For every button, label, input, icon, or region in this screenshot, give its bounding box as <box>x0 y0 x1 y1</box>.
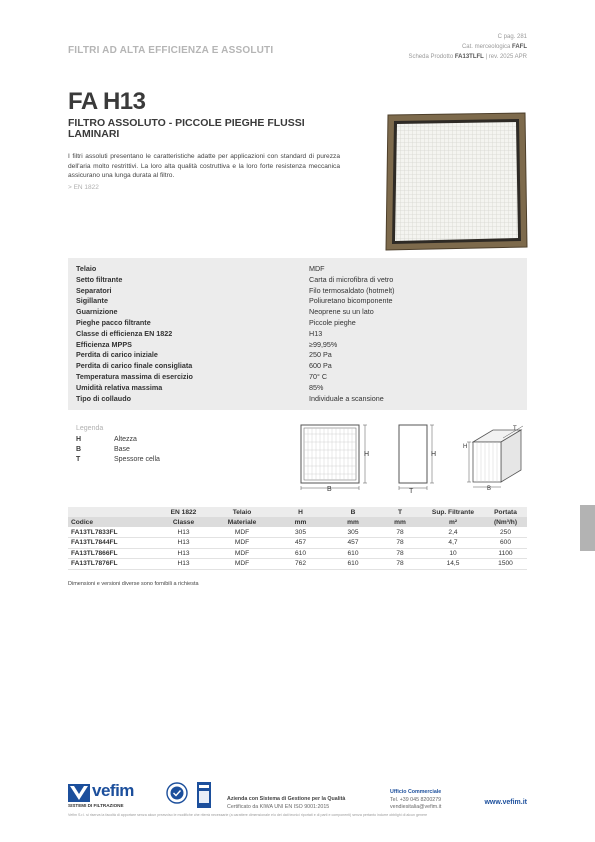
table-cell: 78 <box>378 548 422 559</box>
diagram-label-b: B <box>327 486 332 493</box>
table-row <box>68 538 527 549</box>
table-cell: 762 <box>273 559 328 570</box>
column-header: T <box>378 507 422 517</box>
column-header: Codice <box>68 517 156 527</box>
spec-value: 600 Pa <box>309 361 332 371</box>
diagram-label-h: H <box>364 451 370 458</box>
table-cell: H13 <box>156 538 211 549</box>
table-cell: MDF <box>211 559 273 570</box>
table-cell: 1100 <box>484 548 527 559</box>
spec-value: Piccole pieghe <box>309 318 356 327</box>
spec-row <box>76 383 517 394</box>
legend-title: Legenda <box>76 425 104 432</box>
column-header: EN 1822 <box>156 507 211 517</box>
spec-row <box>76 318 517 329</box>
table-cell: 305 <box>328 527 378 538</box>
table-cell: 610 <box>328 548 378 559</box>
table-cell: H13 <box>156 559 211 570</box>
table-cell: 10 <box>422 548 484 559</box>
sales-office: Ufficio Commerciale Tel. +39 045 8200279 vendiesitalia@vefim.it <box>390 789 442 810</box>
spec-label: Sigillante <box>76 296 108 306</box>
catalog-line: Cat. merceologica FAFL <box>461 44 527 50</box>
table-row <box>68 527 527 538</box>
spec-row <box>76 340 517 351</box>
diagram-label-h: H <box>463 444 468 450</box>
column-header: mm <box>378 517 422 527</box>
product-description: I filtri assoluti presentano le caratteristiche adatte per applicazioni con standard di purezza dell'aria molto restrittivi. La loro alta qualità costruttiva e la loro forte resistenza meccanica assicurano una lunga durata al filtro. <box>68 153 340 179</box>
document-category: FILTRI AD ALTA EFFICIENZA E ASSOLUTI <box>68 45 274 56</box>
column-header: Portata <box>484 507 527 517</box>
spec-value: 85% <box>309 382 324 392</box>
certification-seal-icon <box>166 782 188 806</box>
spec-label: Temperatura massima di esercizio <box>76 372 193 381</box>
table-cell: 2,4 <box>422 527 484 538</box>
vefim-logo <box>68 781 160 810</box>
spec-row <box>76 286 517 297</box>
sheet-line: Scheda Prodotto FA13TLFL | rev. 2025 APR <box>408 54 527 60</box>
norm-reference: > EN 1822 <box>68 184 99 191</box>
table-cell: 610 <box>273 548 328 559</box>
spec-row <box>76 361 517 372</box>
table-cell: MDF <box>211 527 273 538</box>
spec-value: ≥99,95% <box>309 339 338 349</box>
column-header: Classe <box>156 517 211 527</box>
legal-disclaimer: Vefim S.r.l. si riserva la facoltà di apportare senza alcun preavviso le modifiche che riterrà necessarie (a carattere dimensionale e/o dei dati tecnici riportati e di parti e componenti) senza pertanto indurre obblighi di alcun genere <box>68 813 428 817</box>
product-subtitle: FILTRO ASSOLUTO - PICCOLE PIEGHE FLUSSI LAMINARI <box>68 117 305 140</box>
table-cell: 14,5 <box>422 559 484 570</box>
spec-value: Filo termosaldato (hotmelt) <box>309 285 395 295</box>
spec-row <box>76 329 517 340</box>
column-header <box>68 507 156 517</box>
table-cell: FA13TL7866FL <box>68 548 156 559</box>
table-cell: MDF <box>211 538 273 549</box>
spec-label: Pieghe pacco filtrante <box>76 318 151 327</box>
diagram-label-t: T <box>409 488 414 495</box>
table-cell: 600 <box>484 538 527 549</box>
table-cell: 457 <box>273 538 328 549</box>
table-cell: 4,7 <box>422 538 484 549</box>
website-link[interactable]: www.vefim.it <box>484 799 527 806</box>
spec-value: Carta di microfibra di vetro <box>309 274 394 284</box>
side-view-diagram <box>398 424 432 492</box>
footnote: Dimensioni e versioni diverse sono fornibili a richiesta <box>68 581 199 587</box>
product-title: FA H13 <box>68 88 146 115</box>
table-cell: 610 <box>328 559 378 570</box>
table-header-row <box>68 517 527 527</box>
column-header: B <box>328 507 378 517</box>
column-header: (Nm³/h) <box>484 517 527 527</box>
header-meta <box>408 32 527 62</box>
column-header: mm <box>328 517 378 527</box>
spec-value: Poliuretano bicomponente <box>309 296 393 306</box>
diagram-label-h: H <box>431 451 437 458</box>
table-cell: H13 <box>156 548 211 559</box>
table-cell: 305 <box>273 527 328 538</box>
page-reference: C pag. 281 <box>497 34 527 40</box>
spec-row <box>76 350 517 361</box>
table-cell: 78 <box>378 559 422 570</box>
spec-row <box>76 307 517 318</box>
spec-label: Tipo di collaudo <box>76 393 131 403</box>
column-header: Sup. Filtrante <box>422 507 484 517</box>
specs-table <box>68 258 527 410</box>
table-cell: 457 <box>328 538 378 549</box>
table-cell: 78 <box>378 538 422 549</box>
spec-label: Classe di efficienza EN 1822 <box>76 328 173 338</box>
column-header: H <box>273 507 328 517</box>
table-cell: H13 <box>156 527 211 538</box>
vefim-mark-icon <box>68 784 90 802</box>
spec-value: Neoprene su un lato <box>309 307 374 317</box>
spec-label: Separatori <box>76 285 112 295</box>
spec-row <box>76 275 517 286</box>
brand-tagline: SISTEMI DI FILTRAZIONE <box>68 803 124 808</box>
product-photo <box>380 110 531 253</box>
spec-value: 250 Pa <box>309 350 332 360</box>
spec-row <box>76 372 517 383</box>
column-header: Telaio <box>211 507 273 517</box>
spec-value: 70° C <box>309 372 328 381</box>
table-cell: 78 <box>378 527 422 538</box>
column-header: Materiale <box>211 517 273 527</box>
diagram-label-t: T <box>513 426 517 432</box>
product-table <box>68 507 527 570</box>
table-cell: MDF <box>211 548 273 559</box>
section-side-tab <box>580 505 595 551</box>
spec-label: Umidità relativa massima <box>76 382 163 392</box>
spec-value: Individuale a scansione <box>309 393 384 403</box>
diagram-label-b: B <box>487 486 492 492</box>
spec-row <box>76 296 517 307</box>
table-cell: 1500 <box>484 559 527 570</box>
spec-label: Setto filtrante <box>76 274 123 284</box>
table-header-row <box>68 507 527 517</box>
column-header: m² <box>422 517 484 527</box>
spec-label: Perdita di carico iniziale <box>76 350 158 360</box>
spec-row <box>76 394 517 405</box>
spec-value: H13 <box>309 328 323 338</box>
spec-row <box>76 264 517 275</box>
kiwa-badge-icon <box>197 782 211 808</box>
brand-name: vefim <box>92 781 134 800</box>
spec-label: Perdita di carico finale consigliata <box>76 361 193 371</box>
column-header: mm <box>273 517 328 527</box>
table-row <box>68 559 527 570</box>
table-cell: 250 <box>484 527 527 538</box>
spec-label: Telaio <box>76 264 97 273</box>
table-row <box>68 548 527 559</box>
table-cell: FA13TL7876FL <box>68 559 156 570</box>
spec-label: Efficienza MPPS <box>76 339 132 349</box>
spec-label: Guarnizione <box>76 307 118 317</box>
table-cell: FA13TL7844FL <box>68 538 156 549</box>
front-view-diagram <box>300 424 362 492</box>
spec-value: MDF <box>309 264 325 273</box>
quality-statement: Azienda con Sistema di Gestione per la Qualità Certificato da KIWA UNI EN ISO 9001:2015 <box>227 796 346 810</box>
table-cell: FA13TL7833FL <box>68 527 156 538</box>
office-email-link[interactable]: vendiesitalia@vefim.it <box>390 804 442 810</box>
isometric-view-diagram <box>463 424 531 496</box>
